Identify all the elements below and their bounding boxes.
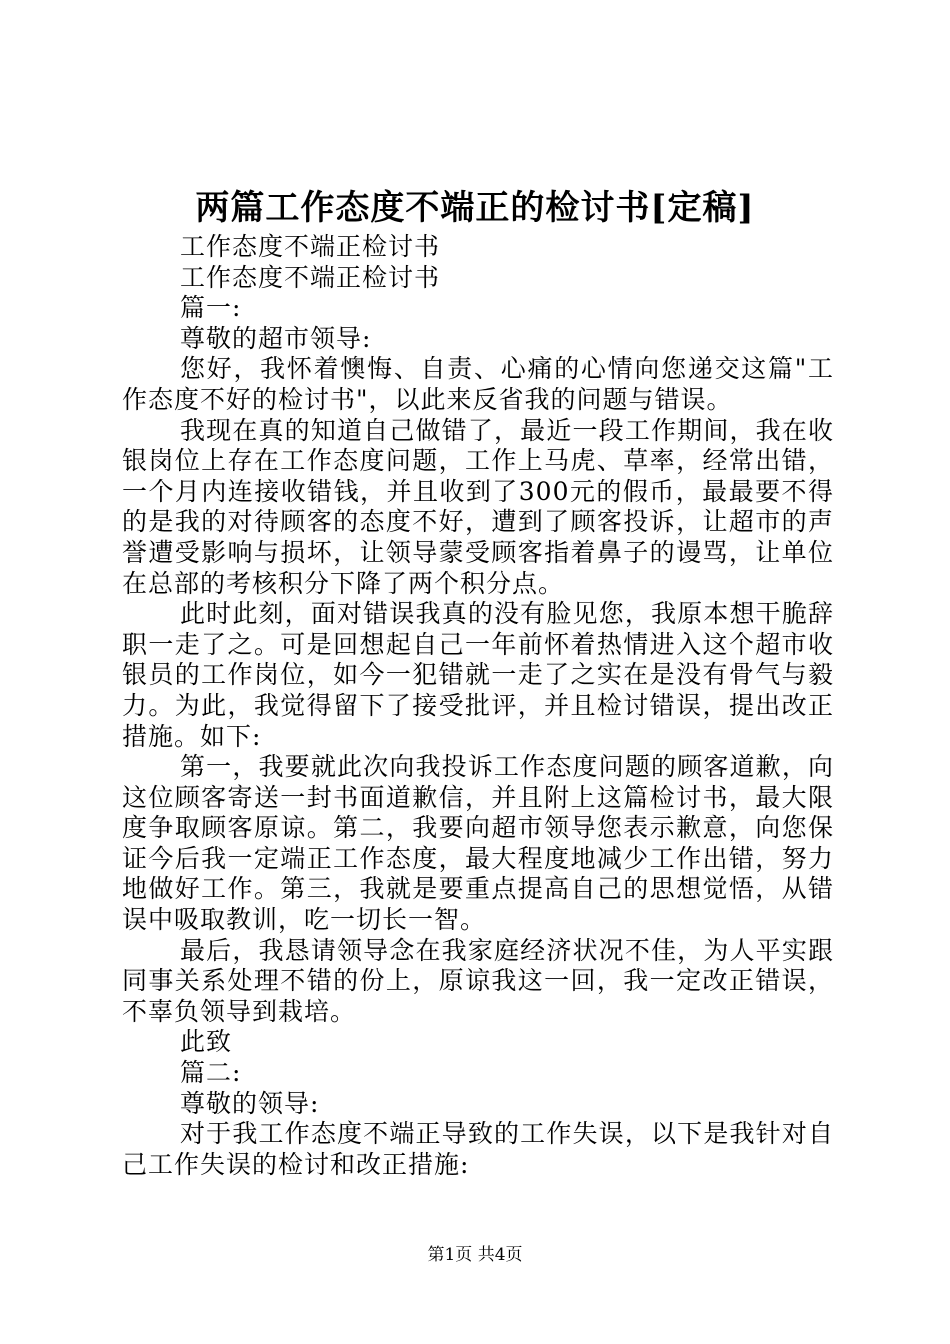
part-one-label: 篇一: bbox=[180, 293, 242, 323]
paragraph-measures: 第一，我要就此次向我投诉工作态度问题的顾客道歉，向这位顾客寄送一封书面道歉信，并且附上这篇检讨书，最大限度争取顾客原谅。第二，我要向超市领导您表示歉意，向您保证今后我一定端正工作态度，最大程度地减少工作出错，努力地做好工作。第三，我就是要重点提高自己的思想觉悟，从错误中吸取教训，吃一切长一智。 bbox=[122, 752, 834, 935]
document-title: 两篇工作态度不端正的检讨书[定稿] bbox=[195, 188, 755, 228]
paragraph-part-two-intro: 对于我工作态度不端正导致的工作失误，以下是我针对自己工作失误的检讨和改正措施: bbox=[122, 1119, 834, 1179]
document-body bbox=[122, 232, 834, 1180]
paragraph-reflection: 此时此刻，面对错误我真的没有脸见您，我原本想干脆辞职一走了之。可是回想起自己一年前怀着热情进入这个超市收银员的工作岗位，如今一犯错就一走了之实在是没有骨气与毅力。为此，我觉得留下了接受批评，并且检讨错误，提出改正措施。如下: bbox=[122, 599, 834, 751]
part-two-label: 篇二: bbox=[180, 1058, 242, 1088]
salutation-leader: 尊敬的领导: bbox=[180, 1088, 320, 1118]
paragraph-greeting: 您好，我怀着懊悔、自责、心痛的心情向您递交这篇"工作态度不好的检讨书"，以此来反省我的问题与错误。 bbox=[122, 354, 834, 414]
paragraph-plea: 最后，我恳请领导念在我家庭经济状况不佳，为人平实跟同事关系处理不错的份上，原谅我这一回，我一定改正错误，不辜负领导到栽培。 bbox=[122, 935, 834, 1026]
subheading-1: 工作态度不端正检讨书 bbox=[180, 232, 441, 261]
page-footer: 第1页 共4页 bbox=[427, 1245, 523, 1265]
closing-line: 此致 bbox=[180, 1027, 233, 1057]
paragraph-mistakes: 我现在真的知道自己做错了，最近一段工作期间，我在收银岗位上存在工作态度问题，工作上马虎、草率，经常出错，一个月内连接收错钱，并且收到了300元的假币，最最要不得的是我的对待顾客的态度不好，遭到了顾客投诉，让超市的声誉遭受影响与损坏，让领导蒙受顾客指着鼻子的谩骂，让单位在总部的考核积分下降了两个积分点。 bbox=[122, 415, 834, 598]
salutation-supermarket: 尊敬的超市领导: bbox=[180, 323, 372, 353]
subheading-2: 工作态度不端正检讨书 bbox=[180, 262, 441, 292]
